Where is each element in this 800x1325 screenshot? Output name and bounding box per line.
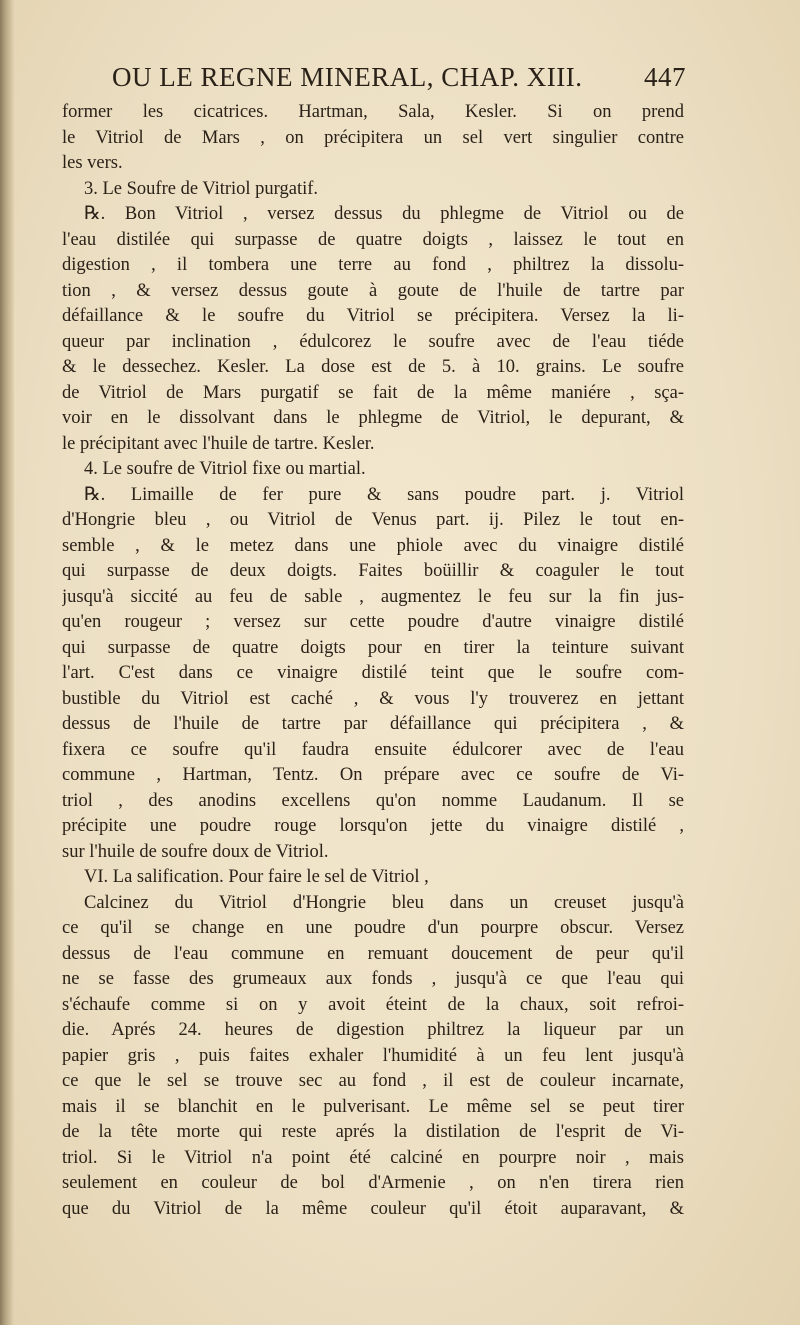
text-line: de la tête morte qui reste aprés la distilation de l'esprit de Vi- — [62, 1122, 684, 1142]
text-line: précipite une poudre rouge lorsqu'on jette du vinaigre distilé , — [62, 816, 684, 836]
text-line: bustible du Vitriol est caché , & vous l'y trouverez en jettant — [62, 688, 684, 709]
text-line: qui surpasse de quatre doigts pour en tirer la teinture suivant — [62, 637, 684, 658]
text-line: & le dessechez. Kesler. La dose est de 5. à 10. grains. Le soufre — [62, 357, 684, 377]
text-line: mais il se blanchit en le pulverisant. Le même sel se peut tirer — [62, 1096, 684, 1117]
text-line: que du Vitriol de la même couleur qu'il étoit auparavant, & — [62, 1198, 684, 1219]
text-line: digestion , il tombera une terre au fond , philtrez la dissolu- — [62, 255, 684, 275]
text-line: défaillance & le soufre du Vitriol se précipitera. Versez la li- — [62, 306, 684, 326]
text-line: l'eau distilée qui surpasse de quatre doigts , laissez le tout en — [62, 229, 684, 250]
text-line: sur l'huile de soufre doux de Vitriol. — [62, 841, 329, 862]
text-line: die. Aprés 24. heures de digestion philtrez la liqueur par un — [62, 1020, 684, 1040]
text-line: ℞. Bon Vitriol , versez dessus du phlegme de Vitriol ou de — [84, 204, 684, 224]
text-line: seulement en couleur de bol d'Armenie , on n'en tirera rien — [62, 1173, 684, 1193]
text-line: triol. Si le Vitriol n'a point été calciné en pourpre noir , mais — [62, 1147, 684, 1168]
text-line: ce qu'il se change en une poudre d'un pourpre obscur. Versez — [62, 918, 684, 938]
text-line: dessus de l'eau commune en remuant doucement de peur qu'il — [62, 943, 684, 964]
text-line: l'art. C'est dans ce vinaigre distilé teint que le soufre com- — [62, 663, 684, 683]
text-line: former les cicatrices. Hartman, Sala, Kesler. Si on prend — [62, 102, 684, 122]
page-binding-edge — [0, 0, 14, 1325]
text-line: le Vitriol de Mars , on précipitera un sel vert singulier contre — [62, 127, 684, 148]
text-line: papier gris , puis faites exhaler l'humidité à un feu lent jusqu'à — [62, 1045, 684, 1066]
text-line: queur par inclination , édulcorez le soufre avec de l'eau tiéde — [62, 331, 684, 352]
text-line: fixera ce soufre qu'il faudra ensuite édulcorer avec de l'eau — [62, 739, 684, 760]
running-header — [112, 62, 692, 100]
text-line: triol , des anodins excellens qu'on nomme Laudanum. Il se — [62, 790, 684, 811]
text-line: jusqu'à siccité au feu de sable , augmentez le feu sur la fin jus- — [62, 586, 684, 607]
text-line: ne se fasse des grumeaux aux fonds , jusqu'à ce que l'eau qui — [62, 969, 684, 989]
page-number: 447 — [644, 62, 686, 92]
text-line: qu'en rougeur ; versez sur cette poudre d'autre vinaigre distilé — [62, 612, 684, 632]
text-line: tion , & versez dessus goute à goute de l'huile de tartre par — [62, 280, 684, 301]
text-line: voir en le dissolvant dans le phlegme de Vitriol, le depurant, & — [62, 408, 684, 428]
text-line: le précipitant avec l'huile de tartre. Kesler. — [62, 433, 375, 454]
text-line: les vers. — [62, 153, 123, 173]
body-text — [62, 100, 684, 1222]
text-line: semble , & le metez dans une phiole avec du vinaigre distilé — [62, 535, 684, 556]
text-line: ℞. Limaille de fer pure & sans poudre part. j. Vitriol — [84, 484, 684, 505]
text-line: qui surpasse de deux doigts. Faites boüillir & coaguler le tout — [62, 561, 684, 581]
text-line: d'Hongrie bleu , ou Vitriol de Venus part. ij. Pilez le tout en- — [62, 510, 684, 530]
text-line: ce que le sel se trouve sec au fond , il est de couleur incarnate, — [62, 1071, 684, 1091]
text-line: commune , Hartman, Tentz. On prépare avec ce soufre de Vi- — [62, 765, 684, 785]
text-line: Calcinez du Vitriol d'Hongrie bleu dans un creuset jusqu'à — [84, 892, 684, 913]
text-line: 4. Le soufre de Vitriol fixe ou martial. — [84, 459, 366, 479]
text-line: VI. La salification. Pour faire le sel de Vitriol , — [84, 867, 429, 887]
text-line: dessus de l'huile de tartre par défaillance qui précipitera , & — [62, 714, 684, 734]
running-title: OU LE REGNE MINERAL, CHAP. XIII. — [112, 62, 583, 92]
text-line: de Vitriol de Mars purgatif se fait de la même maniére , sça- — [62, 382, 684, 403]
text-line: s'échaufe comme si on y avoit éteint de la chaux, soit refroi- — [62, 994, 684, 1015]
text-line: 3. Le Soufre de Vitriol purgatif. — [84, 178, 319, 199]
